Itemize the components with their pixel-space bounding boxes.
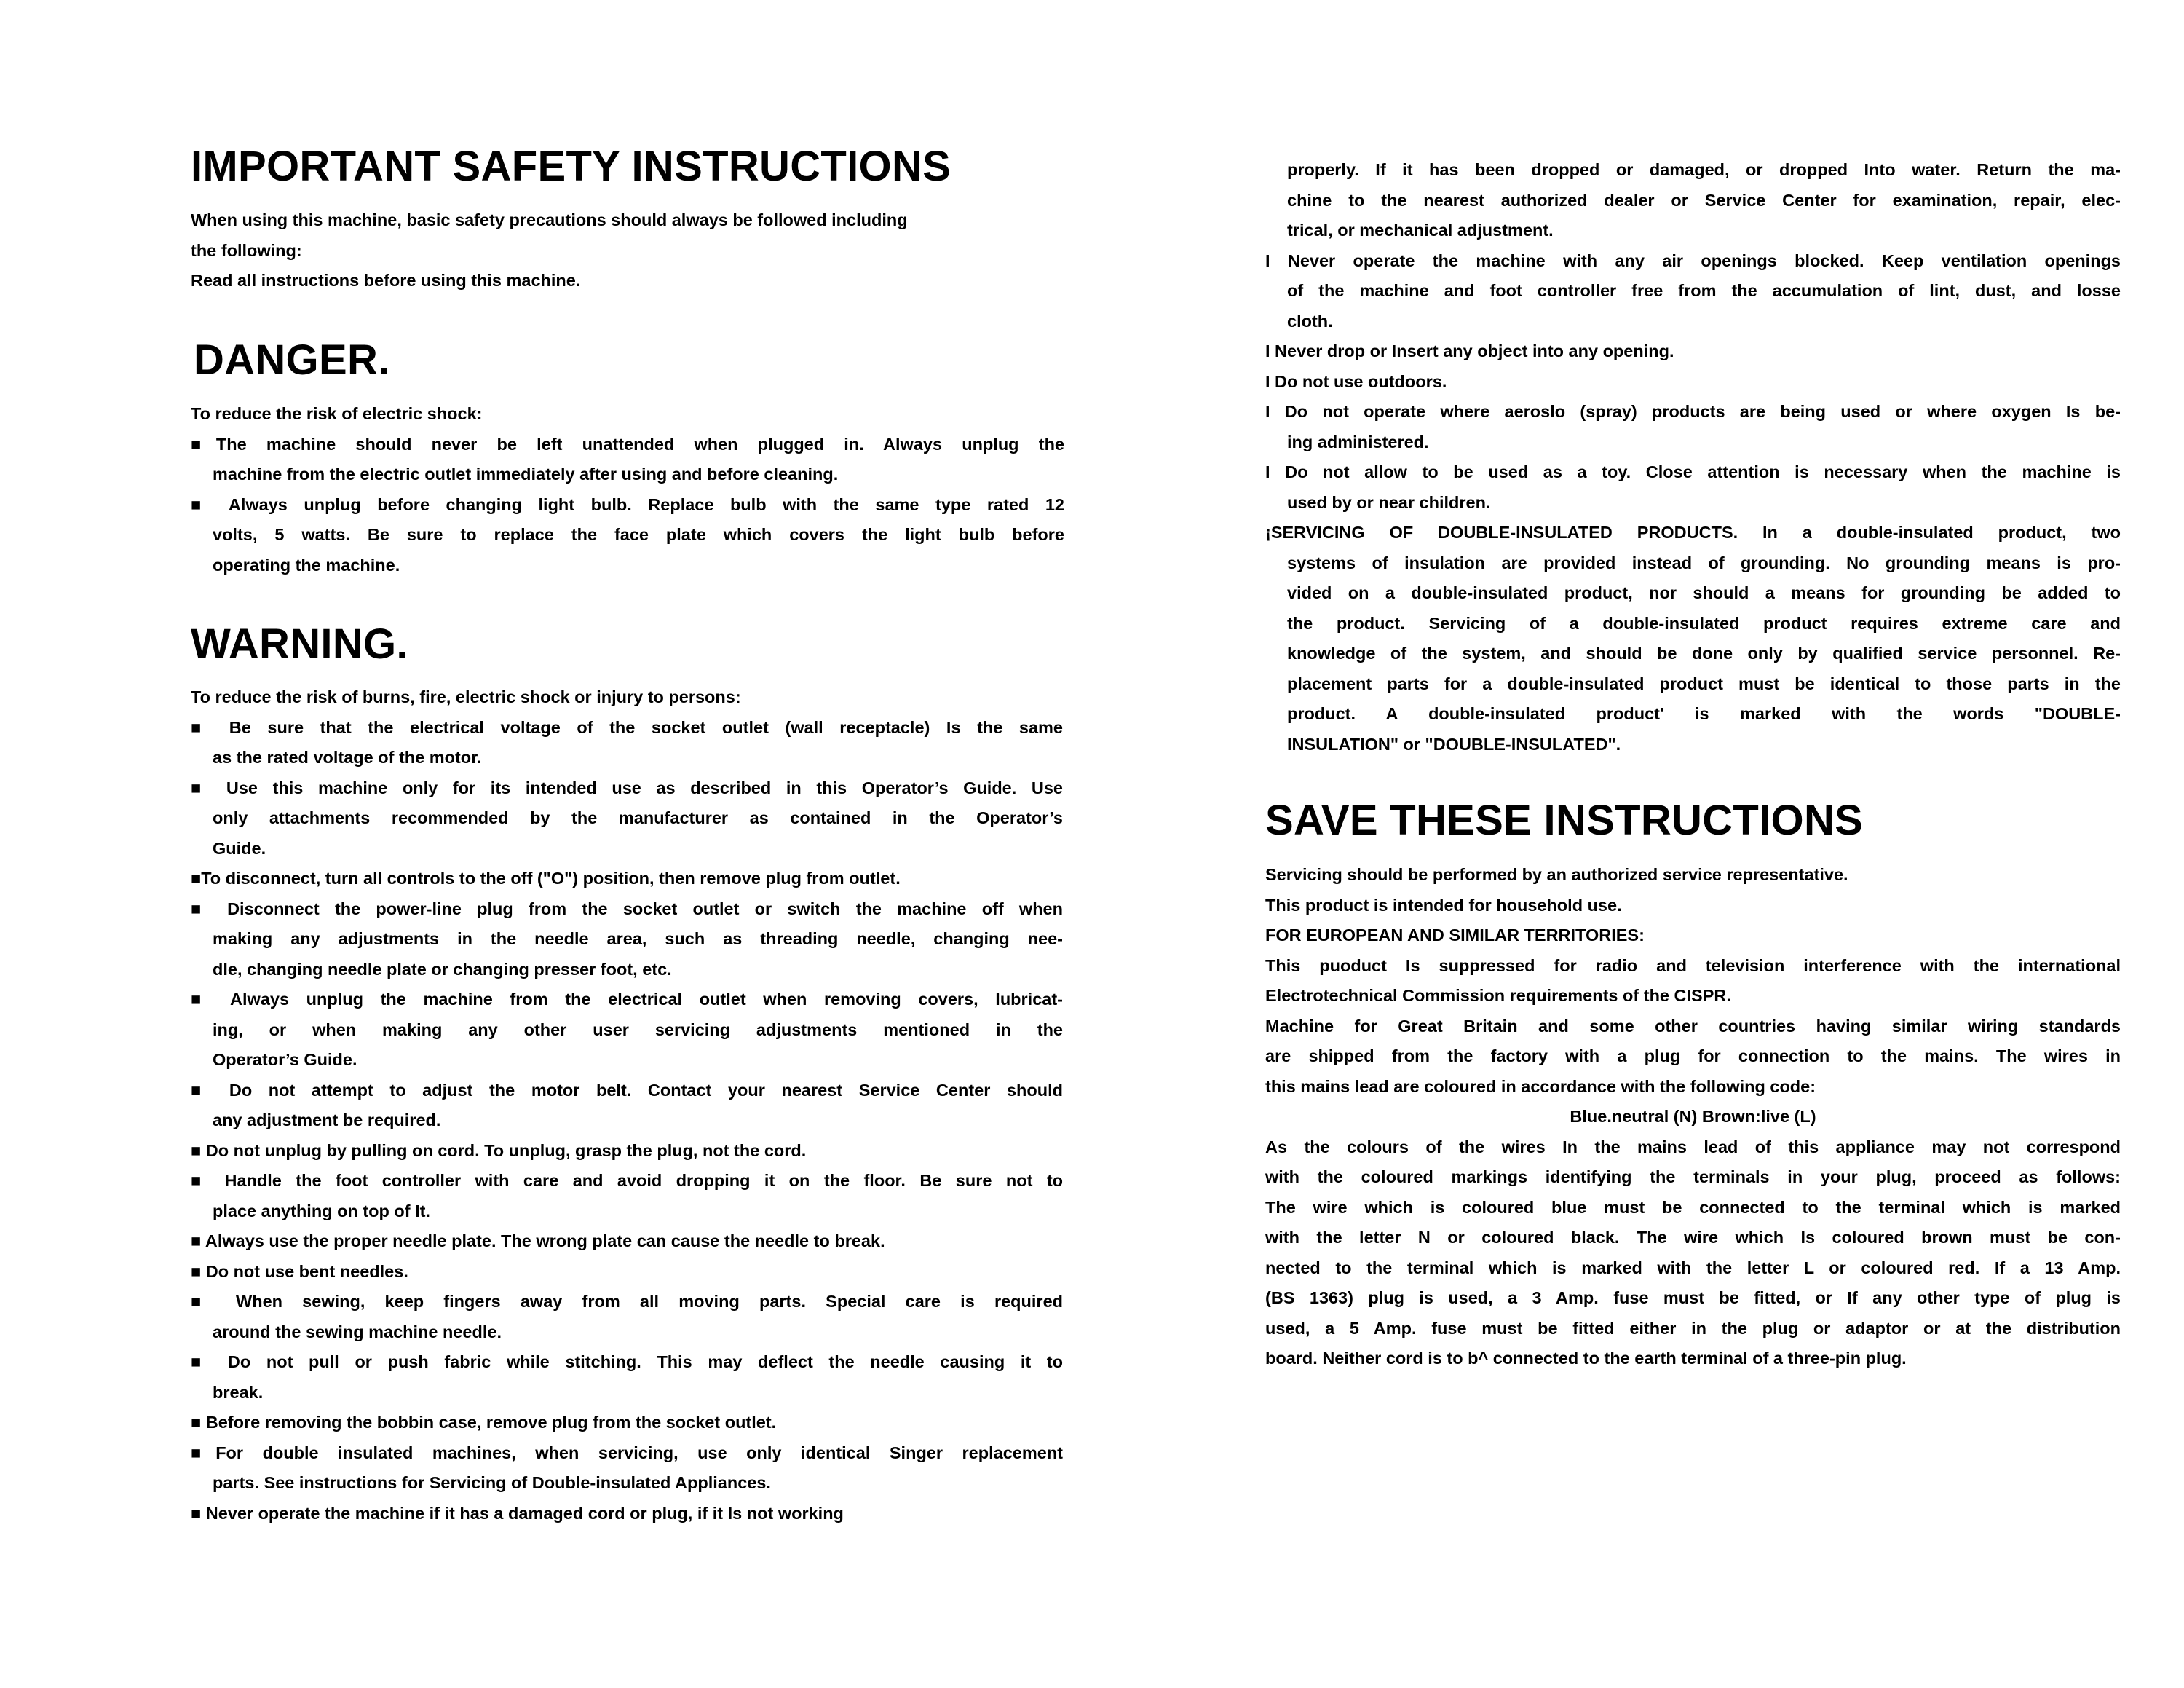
servicing-line: systems of insulation are provided instead of grounding. No grounding means is pro- [1287,553,2121,572]
save-line: with the letter N or coloured black. The wire which Is coloured brown must be con- [1265,1228,2121,1247]
save-line: with the coloured markings identifying the terminals in your plug, proceed as follows: [1265,1167,2121,1186]
warning-item-cont: only attachments recommended by the manufacturer as contained in the Operator’s [213,808,1063,827]
save-line: (BS 1363) plug is used, a 3 Amp. fuse must be fitted, or If any other type of plug is [1265,1288,2121,1307]
warning-item: ■ Be sure that the electrical voltage of the socket outlet (wall receptacle) Is the same [191,717,1063,737]
warning-item-cont: making any adjustments in the needle area, such as threading needle, changing nee- [213,929,1063,948]
save-line: FOR EUROPEAN AND SIMILAR TERRITORIES: [1265,926,1645,944]
danger-intro: To reduce the risk of electric shock: [191,404,483,423]
continued-line: chine to the nearest authorized dealer or Service Center for examination, repair, elec- [1287,190,2121,210]
danger-item-cont: volts, 5 watts. Be sure to replace the face plate which covers the light bulb before [213,525,1064,544]
continued-line: trical, or mechanical adjustment. [1287,221,1554,240]
servicing-line: product. A double-insulated product' is marked with the words "DOUBLE- [1287,704,2121,723]
safety-item: I Never drop or Insert any object into any opening. [1265,342,1674,360]
wire-code: Blue.neutral (N) Brown:live (L) [1570,1107,1816,1126]
warning-item: ■ Always use the proper needle plate. The wrong plate can cause the needle to break. [191,1231,885,1250]
warning-item: ■ Before removing the bobbin case, remove plug from the socket outlet. [191,1413,777,1432]
warning-item-cont: any adjustment be required. [213,1111,441,1129]
danger-item-cont: machine from the electric outlet immediately after using and before cleaning. [213,465,839,484]
servicing-line: vided on a double-insulated product, nor should a means for grounding be added to [1287,583,2121,602]
warning-heading: WARNING. [191,620,408,668]
save-line: used, a 5 Amp. fuse must be fitted either in the plug or adaptor or at the distribution [1265,1318,2121,1338]
intro-line: the following: [191,240,302,260]
save-heading: SAVE THESE INSTRUCTIONS [1265,797,1864,844]
warning-intro: To reduce the risk of burns, fire, electric shock or injury to persons: [191,687,741,706]
warning-item-cont: dle, changing needle plate or changing presser foot, etc. [213,959,672,979]
danger-item: ■The machine should never be left unattended when plugged in. Always unplug the [191,434,1064,454]
continued-block [1265,155,2121,760]
safety-item: I Do not operate where aeroslo (spray) products are being used or where oxygen Is be- [1265,402,2121,421]
warning-item: ■ Disconnect the power-line plug from the socket outlet or switch the machine off when [191,899,1063,918]
safety-item: I Do not use outdoors. [1265,371,1447,391]
warning-item-cont: place anything on top of It. [213,1201,430,1220]
warning-item: ■ Do not pull or push fabric while stitching. This may deflect the needle causing it to [191,1352,1063,1371]
servicing-line: placement parts for a double-insulated product must be identical to those parts in the [1287,674,2121,693]
danger-block [191,399,1064,580]
save-line: This product is intended for household use. [1265,895,1622,915]
warning-item: ■ Never operate the machine if it has a damaged cord or plug, if it Is not working [191,1503,844,1523]
save-line: This puoduct Is suppressed for radio and television interference with the international [1265,955,2121,975]
save-line: As the colours of the wires In the mains lead of this appliance may not correspond [1265,1137,2121,1156]
warning-item-cont: Guide. [213,838,266,858]
save-line: Machine for Great Britain and some other countries having similar wiring standards [1265,1016,2121,1036]
continued-line: properly. If it has been dropped or damaged, or dropped Into water. Return the ma- [1287,160,2121,179]
safety-item: I Never operate the machine with any air openings blocked. Keep ventilation openings [1265,251,2121,270]
servicing-line: INSULATION" or "DOUBLE-INSULATED". [1287,734,1621,754]
save-line: The wire which is coloured blue must be connected to the terminal which is marked [1265,1197,2121,1217]
servicing-line: the product. Servicing of a double-insulated product requires extreme care and [1287,613,2121,633]
servicing-line: knowledge of the system, and should be done only by qualified service personnel. Re- [1287,644,2121,663]
warning-item: ■ Do not unplug by pulling on cord. To unplug, grasp the plug, not the cord. [191,1140,807,1160]
intro-line: When using this machine, basic safety precautions should always be followed including [191,210,908,229]
safety-item-cont: cloth. [1287,311,1333,331]
danger-heading: DANGER. [194,336,390,384]
save-block [1265,860,2121,1374]
safety-item-cont: ing administered. [1287,432,1429,451]
warning-item: ■ Always unplug the machine from the electrical outlet when removing covers, lubricat- [191,990,1063,1009]
warning-item: ■ Do not attempt to adjust the motor belt. Contact your nearest Service Center should [191,1080,1063,1100]
warning-item-cont: as the rated voltage of the motor. [213,748,482,767]
danger-item-cont: operating the machine. [213,555,400,575]
warning-item: ■ Handle the foot controller with care and avoid dropping it on the floor. Be sure not to [191,1171,1063,1190]
warning-item: ■For double insulated machines, when servicing, use only identical Singer replacement [191,1443,1063,1462]
warning-item: ■ When sewing, keep fingers away from all moving parts. Special care is required [191,1292,1063,1311]
warning-item-cont: break. [213,1382,264,1402]
intro-block [191,205,955,296]
save-line: nected to the terminal which is marked with the letter L or coloured red. If a 13 Amp. [1265,1258,2121,1277]
safety-item: I Do not allow to be used as a toy. Close attention is necessary when the machine is [1265,462,2121,481]
intro-line: Read all instructions before using this machine. [191,271,581,290]
danger-item: ■ Always unplug before changing light bulb. Replace bulb with the same type rated 12 [191,494,1064,514]
warning-item-cont: ing, or when making any other user servicing adjustments mentioned in the [213,1019,1063,1039]
save-line: Servicing should be performed by an authorized service representative. [1265,865,1848,884]
warning-block [191,682,1063,1529]
warning-item: ■ Use this machine only for its intended use as described in this Operator’s Guide. Use [191,778,1063,797]
save-line: board. Neither cord is to b^ connected to the earth terminal of a three-pin plug. [1265,1349,1907,1368]
warning-item-cont: Operator’s Guide. [213,1050,357,1069]
save-line: are shipped from the factory with a plug for connection to the mains. The wires in [1265,1046,2121,1065]
safety-item-cont: used by or near children. [1287,492,1491,512]
page-title: IMPORTANT SAFETY INSTRUCTIONS [191,143,951,190]
save-line: this mains lead are coloured in accordance with the following code: [1265,1076,1816,1096]
warning-item-cont: parts. See instructions for Servicing of Double-insulated Appliances. [213,1473,771,1492]
warning-item-cont: around the sewing machine needle. [213,1322,502,1341]
safety-item-cont: of the machine and foot controller free from the accumulation of lint, dust, and losse [1287,281,2121,300]
warning-item: ■To disconnect, turn all controls to the off ("O") position, then remove plug from outlet. [191,869,901,888]
servicing-line: ¡SERVICING OF DOUBLE-INSULATED PRODUCTS. In a double-insulated product, two [1265,523,2121,542]
warning-item: ■ Do not use bent needles. [191,1261,408,1281]
save-line: Electrotechnical Commission requirements of the CISPR. [1265,986,1731,1005]
